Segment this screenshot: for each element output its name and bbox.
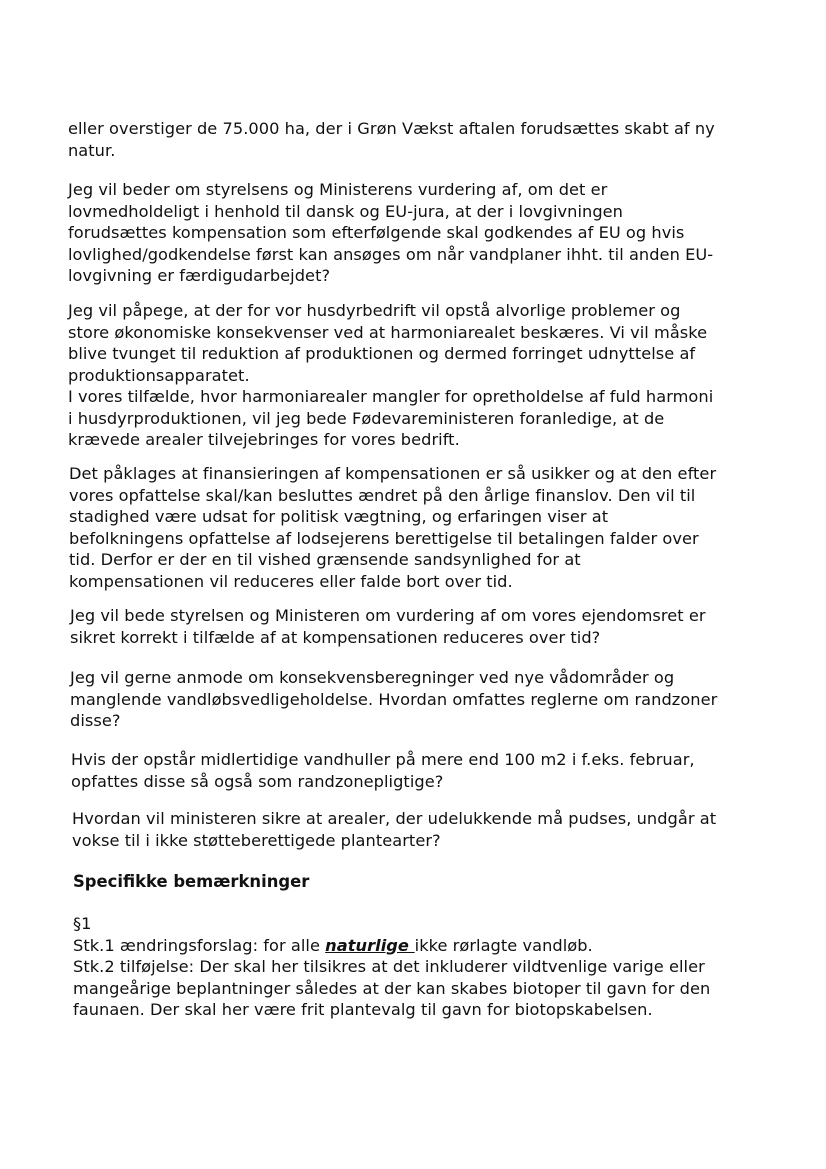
text-line: lovmedholdeligt i henhold til dansk og EU-jura, at der i lovgivningen <box>68 201 623 221</box>
text-line: I vores tilfælde, hvor harmoniarealer mangler for opretholdelse af fuld harmoni <box>68 387 714 406</box>
text-line: befolkningens opfattelse af lodsejerens berettigelse til betalingen falder over <box>69 528 699 548</box>
paragraph-mark: §1 <box>73 914 92 933</box>
text-line: Det påklages at finansieringen af kompensationen er så usikker og at den efter <box>69 464 717 483</box>
text-line: krævede arealer tilvejebringes for vores bedrift. <box>68 430 460 449</box>
body-paragraph <box>69 463 716 592</box>
text-line: blive tvunget til reduktion af produktionen og dermed forringet udnyttelse af <box>68 344 696 363</box>
section-heading: Specifikke bemærkninger <box>73 872 310 891</box>
text-line: Jeg vil gerne anmode om konsekvensberegninger ved nye vådområder og <box>70 668 675 687</box>
body-paragraph <box>70 667 717 732</box>
text-line: Hvordan vil ministeren sikre at arealer, der udelukkende må pudses, undgår at <box>72 809 717 828</box>
text-line: forudsættes kompensation som efterfølgende skal godkendes af EU og hvis <box>68 223 685 242</box>
stk1-line <box>73 935 710 957</box>
text-line: store økonomiske konsekvenser ved at harmoniarealet beskæres. Vi vil måske <box>68 322 708 342</box>
body-paragraph <box>68 300 713 451</box>
text-line: tid. Derfor er der en til vished grænsende sandsynlighed for at <box>69 550 581 569</box>
text-line: Jeg vil bede styrelsen og Ministeren om vurdering af om vores ejendomsret er <box>70 606 706 625</box>
text-line: disse? <box>70 711 121 730</box>
body-paragraph <box>68 179 713 287</box>
text-line: Jeg vil påpege, at der for vor husdyrbedrift vil opstå alvorlige problemer og <box>68 301 681 320</box>
text-line: eller overstiger de 75.000 ha, der i Grøn Vækst aftalen forudsættes skabt af ny <box>68 119 715 138</box>
text-line: i husdyrproduktionen, vil jeg bede Fødevareministeren foranledige, at de <box>68 408 665 428</box>
body-paragraph <box>71 749 695 792</box>
text-line: lovlighed/godkendelse først kan ansøges om når vandplaner ihht. til anden EU- <box>68 244 714 264</box>
stk1-suffix: ikke rørlagte vandløb. <box>414 935 593 955</box>
text-line: opfattes disse så også som randzonepligtige? <box>71 771 444 791</box>
text-line: Hvis der opstår midlertidige vandhuller på mere end 100 m2 i f.eks. februar, <box>71 750 695 769</box>
text-line: vores opfattelse skal/kan besluttes ændret på den årlige finanslov. Den vil til <box>69 485 696 505</box>
section-paragraph-1 <box>73 913 710 1021</box>
text-line: faunaen. Der skal her være frit plantevalg til gavn for biotopskabelsen. <box>73 1000 653 1019</box>
text-line: mangeårige beplantninger således at der kan skabes biotoper til gavn for den <box>73 978 711 998</box>
body-paragraph <box>72 808 716 851</box>
text-line: kompensationen vil reduceres eller falde bort over tid. <box>69 571 513 591</box>
text-line: lovgivning er færdigudarbejdet? <box>68 266 331 285</box>
text-line: Jeg vil beder om styrelsens og Ministerens vurdering af, om det er <box>68 180 608 199</box>
body-paragraph <box>70 605 706 648</box>
text-line: sikret korrekt i tilfælde af at kompensationen reduceres over tid? <box>70 627 601 647</box>
stk1-prefix: Stk.1 ændringsforslag: for alle <box>73 935 326 955</box>
text-line: natur. <box>68 140 116 160</box>
text-line: manglende vandløbsvedligeholdelse. Hvordan omfattes reglerne om randzoner <box>70 689 718 709</box>
text-line: produktionsapparatet. <box>68 365 250 385</box>
text-line: Stk.2 tilføjelse: Der skal her tilsikres at det inkluderer vildtvenlige varige eller <box>73 957 705 976</box>
stk1-emphasis: naturlige <box>325 935 415 955</box>
text-line: stadighed være udsat for politisk vægtning, og erfaringen viser at <box>69 507 609 526</box>
text-line: vokse til i ikke støtteberettigede plantearter? <box>72 830 441 850</box>
body-paragraph <box>68 118 715 161</box>
